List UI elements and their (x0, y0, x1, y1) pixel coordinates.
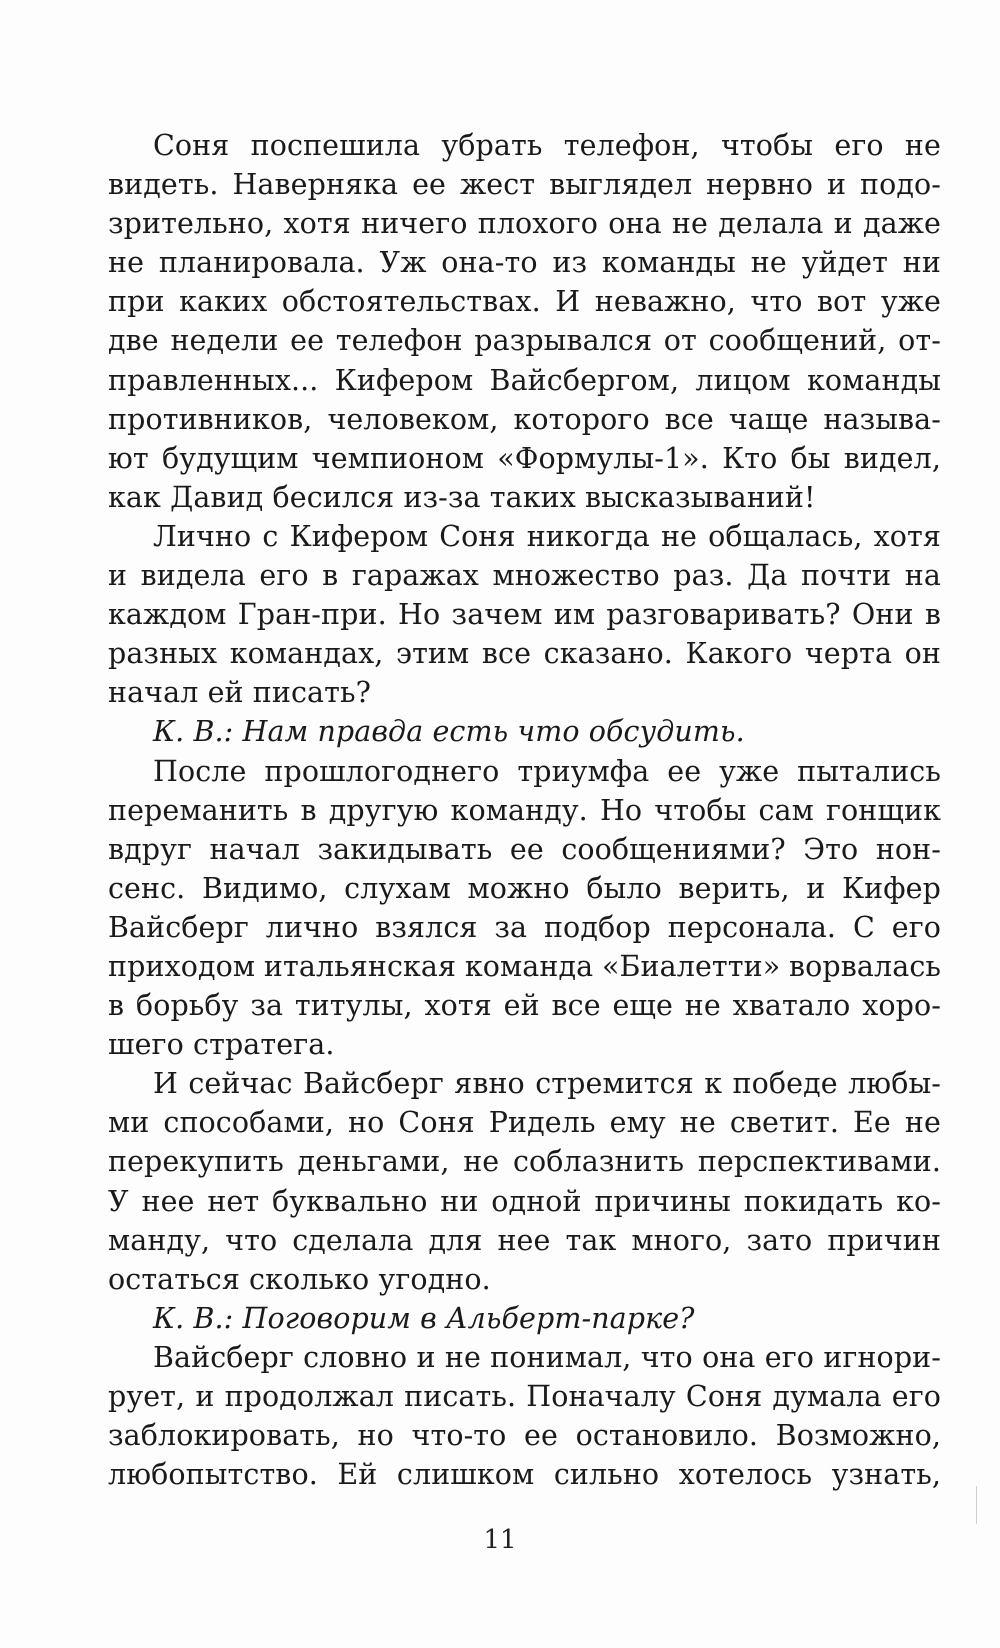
text-line: переманить в другую команду. Но чтобы сам гонщик (108, 793, 941, 827)
body-text (108, 126, 941, 1494)
text-line: вдруг начал закидывать ее сообщениями? Это нон- (108, 832, 941, 866)
text-line: начал ей писать? (108, 676, 372, 710)
text-line: противников, человеком, которого все чаще называ- (108, 402, 941, 436)
text-line: в борьбу за титулы, хотя ей все еще не хватало хоро- (108, 989, 941, 1023)
text-line: Вайсберг словно и не понимал, что она его игнори- (153, 1340, 941, 1374)
text-line: заблокировать, но что-то ее остановило. Возможно, (108, 1419, 941, 1453)
message-line: К. В.: Поговорим в Альберт-парке? (153, 1301, 695, 1335)
text-line: правленных... Кифером Вайсбергом, лицом команды (108, 363, 941, 397)
text-line: видеть. Наверняка ее жест выглядел нервно и подо- (108, 168, 941, 202)
text-line: После прошлогоднего триумфа ее уже пытались (153, 754, 941, 788)
text-line: и видела его в гаражах множество раз. Да почти на (108, 559, 941, 593)
text-line: при каких обстоятельствах. И неважно, что вот уже (108, 285, 941, 319)
text-line: остаться сколько угодно. (108, 1262, 491, 1296)
text-line: манду, что сделала для нее так много, зато причин (108, 1223, 941, 1257)
text-line: Вайсберг лично взялся за подбор персонала. С его (108, 910, 941, 944)
text-line: приходом итальянская команда «Биалетти» ворвалась (108, 949, 941, 983)
text-line: У нее нет буквально ни одной причины покидать ко- (108, 1184, 941, 1218)
text-line: ют будущим чемпионом «Формулы-1». Кто бы видел, (108, 441, 941, 475)
page-number: 11 (483, 1525, 517, 1555)
text-line: перекупить деньгами, не соблазнить перспективами. (108, 1145, 941, 1179)
text-line: И сейчас Вайсберг явно стремится к победе любы- (153, 1067, 941, 1101)
text-line: зрительно, хотя ничего плохого она не делала и даже (108, 207, 941, 241)
text-line: разных командах, этим все сказано. Какого черта он (108, 637, 941, 671)
text-line: две недели ее телефон разрывался от сообщений, от- (108, 324, 941, 358)
text-line: ми способами, но Соня Ридель ему не светит. Ее не (108, 1106, 941, 1140)
text-line: сенс. Видимо, слухам можно было верить, и Кифер (108, 871, 941, 905)
text-line: рует, и продолжал писать. Поначалу Соня думала его (108, 1380, 941, 1413)
text-line: Соня поспешила убрать телефон, чтобы его не (153, 129, 941, 162)
message-line: К. В.: Нам правда есть что обсудить. (153, 715, 745, 749)
text-line: не планировала. Уж она-то из команды не уйдет ни (108, 246, 941, 280)
text-line: каждом Гран-при. Но зачем им разговаривать? Они в (108, 598, 941, 632)
text-line: любопытство. Ей слишком сильно хотелось узнать, (108, 1458, 941, 1492)
text-line: Лично с Кифером Соня никогда не общалась, хотя (153, 519, 941, 553)
text-line: как Давид бесился из-за таких высказываний! (108, 480, 816, 514)
text-line: шего стратега. (108, 1028, 335, 1062)
scan-artifact (976, 1486, 977, 1524)
